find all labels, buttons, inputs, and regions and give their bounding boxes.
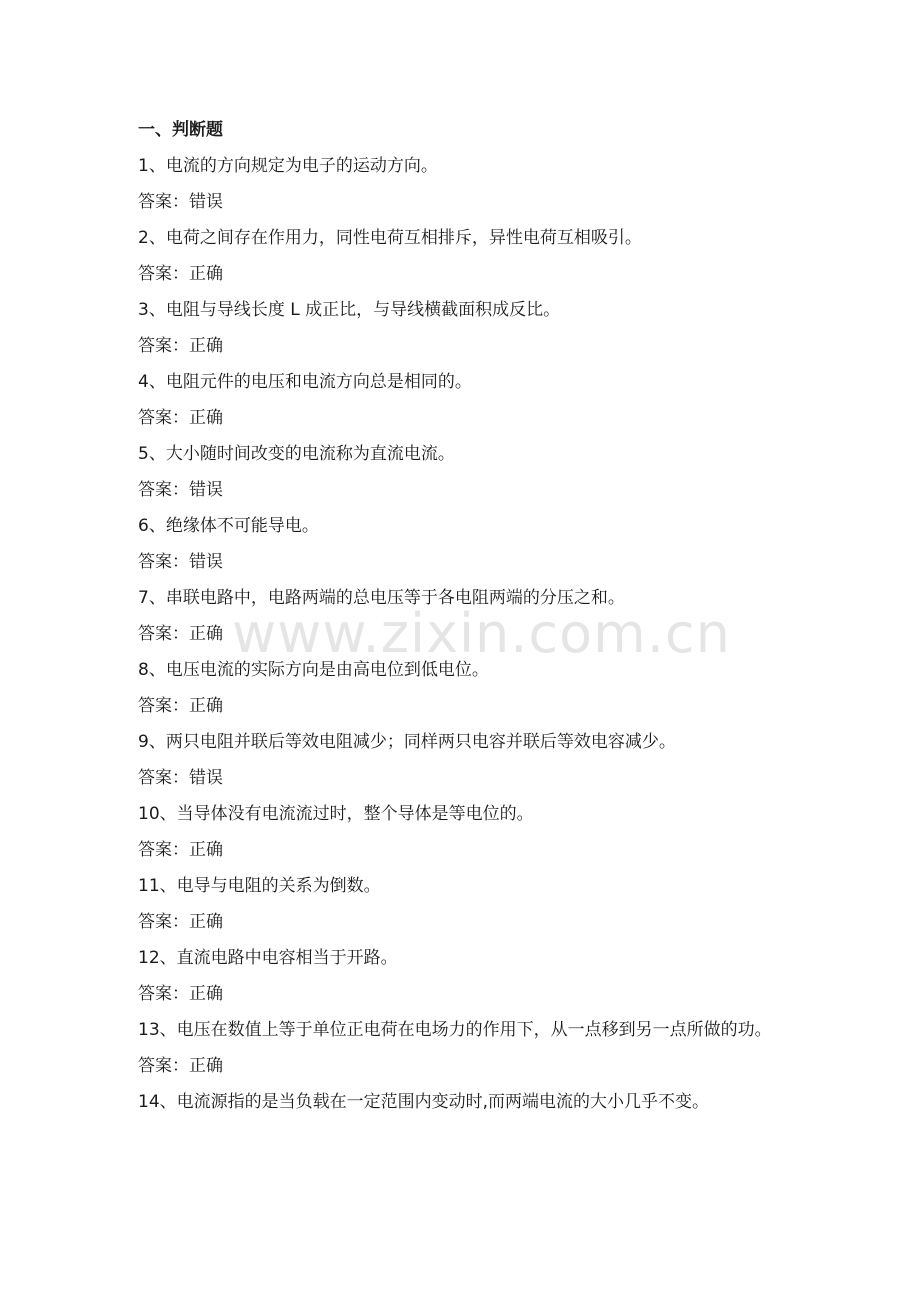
question-5: 5、大小随时间改变的电流称为直流电流。 <box>138 444 455 464</box>
answer-12: 答案：正确 <box>138 984 223 1004</box>
answer-5: 答案：错误 <box>138 480 223 500</box>
answer-11: 答案：正确 <box>138 912 223 932</box>
question-11: 11、电导与电阻的关系为倒数。 <box>138 876 381 896</box>
question-12: 12、直流电路中电容相当于开路。 <box>138 948 398 968</box>
answer-4: 答案：正确 <box>138 408 223 428</box>
answer-13: 答案：正确 <box>138 1056 223 1076</box>
question-13: 13、电压在数值上等于单位正电荷在电场力的作用下，从一点移到另一点所做的功。 <box>138 1020 772 1040</box>
question-6: 6、绝缘体不可能导电。 <box>138 516 319 536</box>
question-1: 1、电流的方向规定为电子的运动方向。 <box>138 156 438 176</box>
question-8: 8、电压电流的实际方向是由高电位到低电位。 <box>138 660 489 680</box>
section-title: 一、判断题 <box>138 120 223 140</box>
document-content <box>138 118 788 1126</box>
question-2: 2、电荷之间存在作用力，同性电荷互相排斥，异性电荷互相吸引。 <box>138 228 642 248</box>
answer-7: 答案：正确 <box>138 624 223 644</box>
answer-9: 答案：错误 <box>138 768 223 788</box>
question-4: 4、电阻元件的电压和电流方向总是相同的。 <box>138 372 472 392</box>
answer-6: 答案：错误 <box>138 552 223 572</box>
watermark-text: www.zixin.com.cn <box>232 602 731 665</box>
question-3: 3、电阻与导线长度 L 成正比，与导线横截面积成反比。 <box>138 300 561 320</box>
answer-8: 答案：正确 <box>138 696 223 716</box>
question-14: 14、电流源指的是当负载在一定范围内变动时,而两端电流的大小几乎不变。 <box>138 1092 710 1112</box>
answer-3: 答案：正确 <box>138 336 223 356</box>
answer-1: 答案：错误 <box>138 192 223 212</box>
question-10: 10、当导体没有电流流过时，整个导体是等电位的。 <box>138 804 534 824</box>
answer-10: 答案：正确 <box>138 840 223 860</box>
question-7: 7、串联电路中，电路两端的总电压等于各电阻两端的分压之和。 <box>138 588 625 608</box>
question-9: 9、两只电阻并联后等效电阻减少；同样两只电容并联后等效电容减少。 <box>138 732 676 752</box>
answer-2: 答案：正确 <box>138 264 223 284</box>
